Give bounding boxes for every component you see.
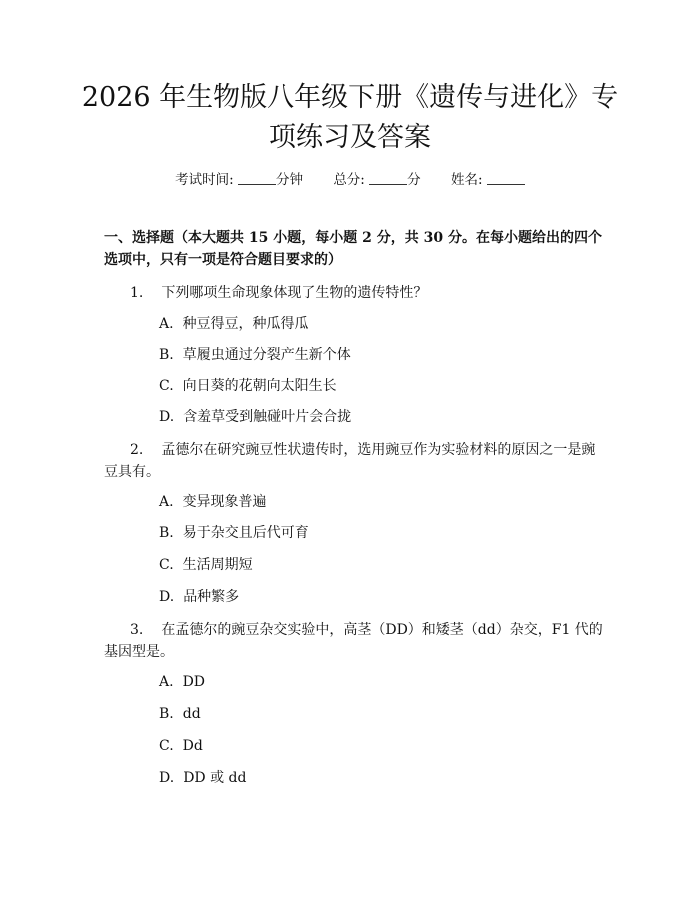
option-letter: A. — [159, 674, 174, 690]
option-letter: D. — [159, 770, 175, 786]
exam-time-field — [175, 172, 307, 188]
question-1-option-b — [159, 345, 351, 365]
exam-info-line — [0, 168, 700, 188]
question-1-option-a — [159, 314, 309, 334]
option-text: 生活周期短 — [182, 557, 253, 573]
student-name-label: 姓名: — [450, 172, 483, 188]
title-line-2: 项练习及答案 — [269, 122, 431, 153]
student-name-field — [451, 172, 525, 188]
option-letter: D. — [159, 409, 175, 425]
option-letter: C. — [159, 378, 174, 394]
option-text: 品种繁多 — [183, 589, 240, 605]
option-text: 含羞草受到触碰叶片会合拢 — [183, 409, 352, 425]
question-1 — [104, 282, 604, 304]
question-3-option-a — [159, 672, 205, 692]
total-score-label: 总分: — [333, 172, 365, 188]
option-letter: C. — [159, 557, 174, 573]
student-name-blank — [487, 172, 525, 185]
option-letter: C. — [159, 738, 174, 754]
option-letter: B. — [159, 347, 174, 363]
option-text: dd — [182, 706, 201, 722]
total-score-unit: 分 — [407, 172, 421, 188]
question-number: 3. — [130, 622, 144, 638]
question-2-option-a — [159, 492, 267, 512]
option-letter: B. — [159, 706, 174, 722]
question-number: 2. — [130, 442, 144, 458]
question-stem: 下列哪项生命现象体现了生物的遗传特性？ — [161, 285, 428, 301]
question-2-option-c — [159, 555, 253, 575]
question-2 — [104, 439, 604, 483]
option-text: 易于杂交且后代可育 — [182, 525, 309, 541]
option-letter: D. — [159, 589, 175, 605]
page-title — [60, 78, 640, 158]
question-stem: 在孟德尔的豌豆杂交实验中，高茎（DD）和矮茎（dd）杂交，F1 代的基因型是。 — [104, 622, 603, 660]
question-2-option-d — [159, 587, 239, 607]
option-text: DD — [182, 674, 206, 690]
option-text: 种豆得豆，种瓜得瓜 — [182, 316, 309, 332]
section-heading: 一、选择题（本大题共 15 小题，每小题 2 分，共 30 分。在每小题给出的四个选项中，只有一项是符合题目要求的） — [104, 230, 602, 268]
question-2-option-b — [159, 523, 309, 543]
exam-time-label: 考试时间: — [175, 172, 234, 188]
option-text: DD 或 dd — [183, 770, 247, 786]
question-stem: 孟德尔在研究豌豆性状遗传时，选用豌豆作为实验材料的原因之一是豌豆具有。 — [104, 442, 596, 480]
question-3-option-b — [159, 704, 201, 724]
exam-time-blank — [238, 172, 276, 185]
option-text: 变异现象普遍 — [182, 494, 267, 510]
question-3 — [104, 619, 604, 663]
option-letter: B. — [159, 525, 174, 541]
total-score-field — [333, 172, 425, 188]
total-score-blank — [369, 172, 407, 185]
option-text: Dd — [182, 738, 203, 754]
question-3-option-c — [159, 736, 203, 756]
question-1-option-c — [159, 376, 337, 396]
option-letter: A. — [159, 494, 174, 510]
exam-time-unit: 分钟 — [276, 172, 304, 188]
question-number: 1. — [130, 285, 144, 301]
option-text: 草履虫通过分裂产生新个体 — [182, 347, 351, 363]
option-text: 向日葵的花朝向太阳生长 — [182, 378, 337, 394]
option-letter: A. — [159, 316, 174, 332]
question-3-option-d — [159, 768, 246, 788]
question-1-option-d — [159, 407, 351, 427]
title-line-1: 2026 年生物版八年级下册《遗传与进化》专 — [81, 82, 619, 113]
